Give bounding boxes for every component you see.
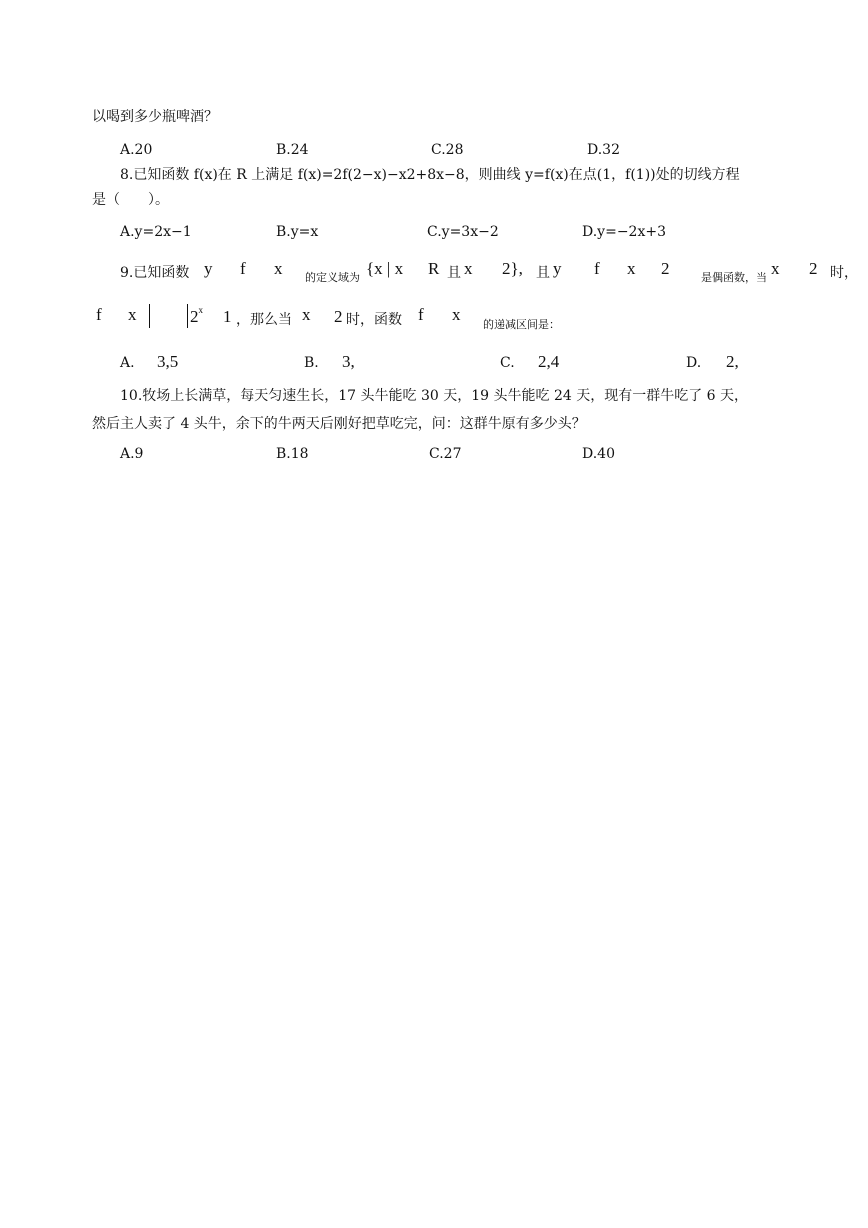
q9-option-c-value: 2,4 [538,352,560,371]
q7-option-b: B.24 [276,142,309,158]
q9-y2: y [553,259,562,278]
q7-option-c: C.28 [431,142,464,158]
q9-y: y [204,259,213,278]
q9-two3: 2 [334,307,343,326]
q9-f3: f [96,305,102,324]
q7-tail-text: 以喝到多少瓶啤酒？ [92,109,218,125]
q9-domain-text: 的定义域为 [305,271,360,284]
q9-two: 2 [661,259,670,278]
q9-R: R [428,259,440,278]
q9-option-a-value: 3,5 [157,352,179,371]
q8-option-a: A.y=2x−1 [120,224,192,240]
q10-option-b: B.18 [276,446,309,462]
q9-power-base: 2 [190,307,199,326]
q9-option-a-label: A. [120,355,135,371]
q9-and2: 且 [536,265,550,281]
q9-f4: f [418,305,424,324]
q8-option-c: C.y=3x−2 [427,224,499,240]
q9-x4: x [771,259,780,278]
q9-prefix: 9.已知函数 [120,265,190,281]
q10-option-d: D.40 [582,446,615,462]
q9-one: 1 [223,307,232,326]
q9-x3: x [627,259,636,278]
q9-even-text: 是偶函数，当 [701,271,767,284]
q9-dec-text: 的递减区间是： [483,318,560,331]
q8-option-b: B.y=x [276,224,319,240]
q8-stem-line1: 8.已知函数 f(x)在 R 上满足 f(x)=2f(2−x)−x2+8x−8，则曲线 y=f(x)在点(1，f(1))处的切线方程 [120,167,740,183]
q9-abs-bar-left [149,304,150,328]
q10-option-a: A.9 [120,446,144,462]
q9-set-close: 2}, [502,259,523,278]
q10-stem-line1: 10.牧场上长满草，每天匀速生长，17 头牛能吃 30 天，19 头牛能吃 24 天，现有一群牛吃了 6 天， [120,388,749,404]
q9-set-open: {x | x [366,259,404,278]
q9-x2: x [464,259,473,278]
q9-f1: f [240,259,246,278]
q9-when: 时， [830,265,858,281]
q9-x7: x [452,305,461,324]
q9-and: 且 [447,265,461,281]
q7-option-d: D.32 [587,142,620,158]
q9-option-b-value: 3, [342,352,355,371]
q9-power [190,307,203,327]
q9-option-b-label: B. [304,355,319,371]
q10-option-c: C.27 [429,446,462,462]
q9-two2: 2 [809,259,818,278]
q9-option-d-value: 2, [726,352,739,371]
q9-x1: x [274,259,283,278]
q9-then-text: ，那么当 [236,312,292,328]
q9-option-d-label: D. [686,355,702,371]
q10-stem-line2: 然后主人卖了 4 头牛，余下的牛两天后刚好把草吃完，问：这群牛原有多少头？ [92,416,586,432]
q8-option-d: D.y=−2x+3 [582,224,666,240]
q9-f2: f [594,259,600,278]
q9-x6: x [302,305,311,324]
q9-option-c-label: C. [500,355,515,371]
q8-stem-line2: 是（ ）。 [92,192,169,208]
q9-abs-bar-right [187,304,188,328]
q7-option-a: A.20 [120,142,153,158]
q9-func-text: 时，函数 [346,312,402,328]
q9-x5: x [128,305,137,324]
q9-power-exp: x [198,305,203,315]
